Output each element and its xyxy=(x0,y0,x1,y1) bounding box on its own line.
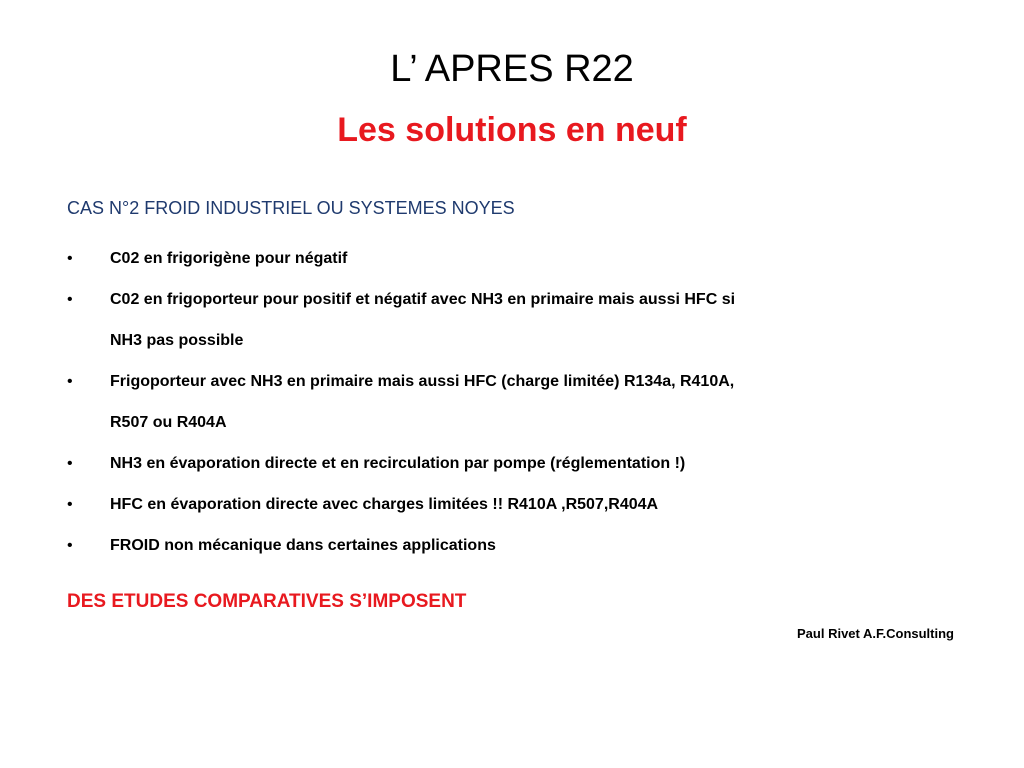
bullet-text: Frigoporteur avec NH3 en primaire mais aussi HFC (charge limitée) R134a, R410A, xyxy=(110,373,735,390)
bullet-item xyxy=(67,279,967,361)
section-heading: CAS N°2 FROID INDUSTRIEL OU SYSTEMES NOYES xyxy=(67,198,515,218)
bullet-text-continuation: NH3 pas possible xyxy=(110,332,244,349)
bullet-text: NH3 en évaporation directe et en recirculation par pompe (réglementation !) xyxy=(110,455,686,472)
bullet-list xyxy=(67,238,967,566)
bullet-dot-icon: • xyxy=(67,537,73,554)
conclusion-text: DES ETUDES COMPARATIVES S’IMPOSENT xyxy=(67,591,467,612)
bullet-item xyxy=(67,525,967,566)
bullet-dot-icon: • xyxy=(67,373,73,390)
slide-subtitle: Les solutions en neuf xyxy=(337,111,687,149)
bullet-text: FROID non mécanique dans certaines applications xyxy=(110,537,496,554)
bullet-text: C02 en frigoporteur pour positif et négatif avec NH3 en primaire mais aussi HFC si xyxy=(110,291,736,308)
bullet-item xyxy=(67,238,967,279)
bullet-dot-icon: • xyxy=(67,291,73,308)
bullet-item xyxy=(67,484,967,525)
slide-title: L’ APRES R22 xyxy=(390,48,634,90)
author-credit: Paul Rivet A.F.Consulting xyxy=(797,626,954,641)
bullet-text: HFC en évaporation directe avec charges limitées !! R410A ,R507,R404A xyxy=(110,496,659,513)
bullet-dot-icon: • xyxy=(67,455,73,472)
bullet-dot-icon: • xyxy=(67,250,73,267)
bullet-item xyxy=(67,443,967,484)
bullet-item xyxy=(67,361,967,443)
bullet-dot-icon: • xyxy=(67,496,73,513)
bullet-text: C02 en frigorigène pour négatif xyxy=(110,250,348,267)
bullet-text-continuation: R507 ou R404A xyxy=(110,414,227,431)
